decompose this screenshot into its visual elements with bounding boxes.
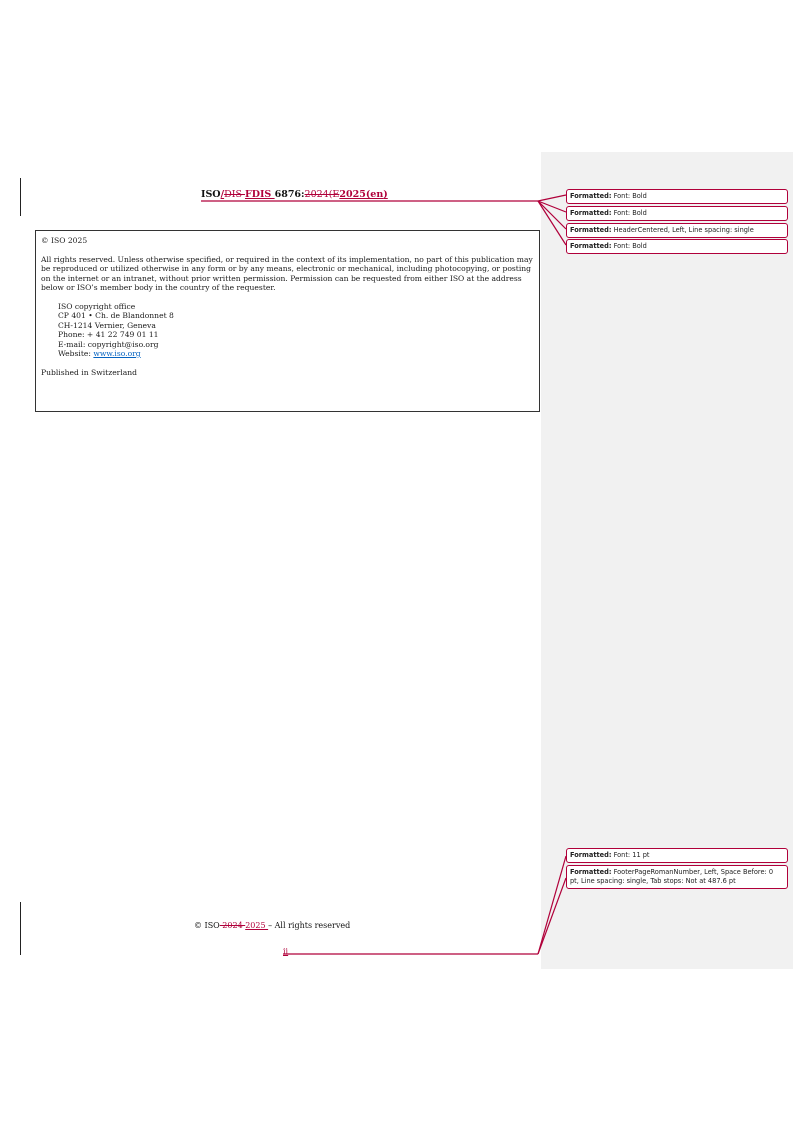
header-close: )	[383, 189, 388, 200]
balloon-label: Formatted:	[570, 242, 612, 250]
address-city: CH-1214 Vernier, Geneva	[58, 320, 156, 330]
published-in: Published in Switzerland	[41, 367, 138, 377]
footer-inserted-year: 2025	[245, 921, 269, 930]
balloon-text: Font: Bold	[611, 209, 647, 217]
footer-deleted-year: 2024	[219, 921, 246, 930]
website-link[interactable]: www.iso.org	[93, 349, 141, 358]
connector-line	[538, 201, 566, 229]
header-deleted-year: 2024(E	[304, 189, 340, 200]
balloon-label: Formatted:	[570, 226, 612, 234]
connector-line	[538, 856, 566, 954]
balloon-text: Font: Bold	[611, 242, 647, 250]
balloon-text: Font: 11 pt	[611, 851, 650, 859]
balloon-label: Formatted:	[570, 209, 612, 217]
copyright-body: All rights reserved. Unless otherwise specified, or required in the context of its implementation, no part of this publication may be reproduced or utilized otherwise in any form or by any means, electronic or mechanical, including photocopying, or posting on the internet or an intranet, without prior written permission. Permission can be requested from either ISO at the address below or ISO’s member body in the country of the requester.	[41, 254, 533, 292]
balloon-text: Font: Bold	[611, 192, 647, 200]
header-iso: ISO	[201, 189, 221, 200]
balloon-text: HeaderCentered, Left, Line spacing: single	[611, 226, 754, 234]
connector-line	[538, 201, 566, 245]
connector-line	[538, 195, 566, 201]
header-inserted-year: 2025(en	[339, 189, 384, 200]
header-deleted-dis: DIS	[224, 189, 245, 200]
address-phone: Phone: + 41 22 749 01 11	[58, 330, 159, 339]
balloon-label: Formatted:	[570, 851, 612, 859]
footer-suffix: – All rights reserved	[268, 921, 351, 930]
address-street: CP 401 • Ch. de Blandonnet 8	[58, 311, 174, 320]
address-email: E-mail: copyright@iso.org	[58, 339, 159, 349]
header-slash: /	[220, 189, 225, 200]
address-office: ISO copyright office	[58, 301, 136, 311]
balloon-label: Formatted:	[570, 192, 612, 200]
balloon-text: FooterPageRomanNumber, Left, Space Before: 0 pt, Line spacing: single, Tab stops: Not at 487.6 pt	[570, 868, 774, 885]
connector-line	[538, 878, 566, 954]
page-number: ii	[283, 947, 289, 956]
header-number: 6876:	[274, 189, 305, 200]
website-label: Website:	[58, 349, 94, 358]
header-inserted-fdis: FDIS	[244, 189, 275, 200]
copyright-title: © ISO 2025	[41, 236, 88, 245]
footer-prefix: © ISO	[194, 921, 220, 930]
balloon-label: Formatted:	[570, 868, 612, 876]
